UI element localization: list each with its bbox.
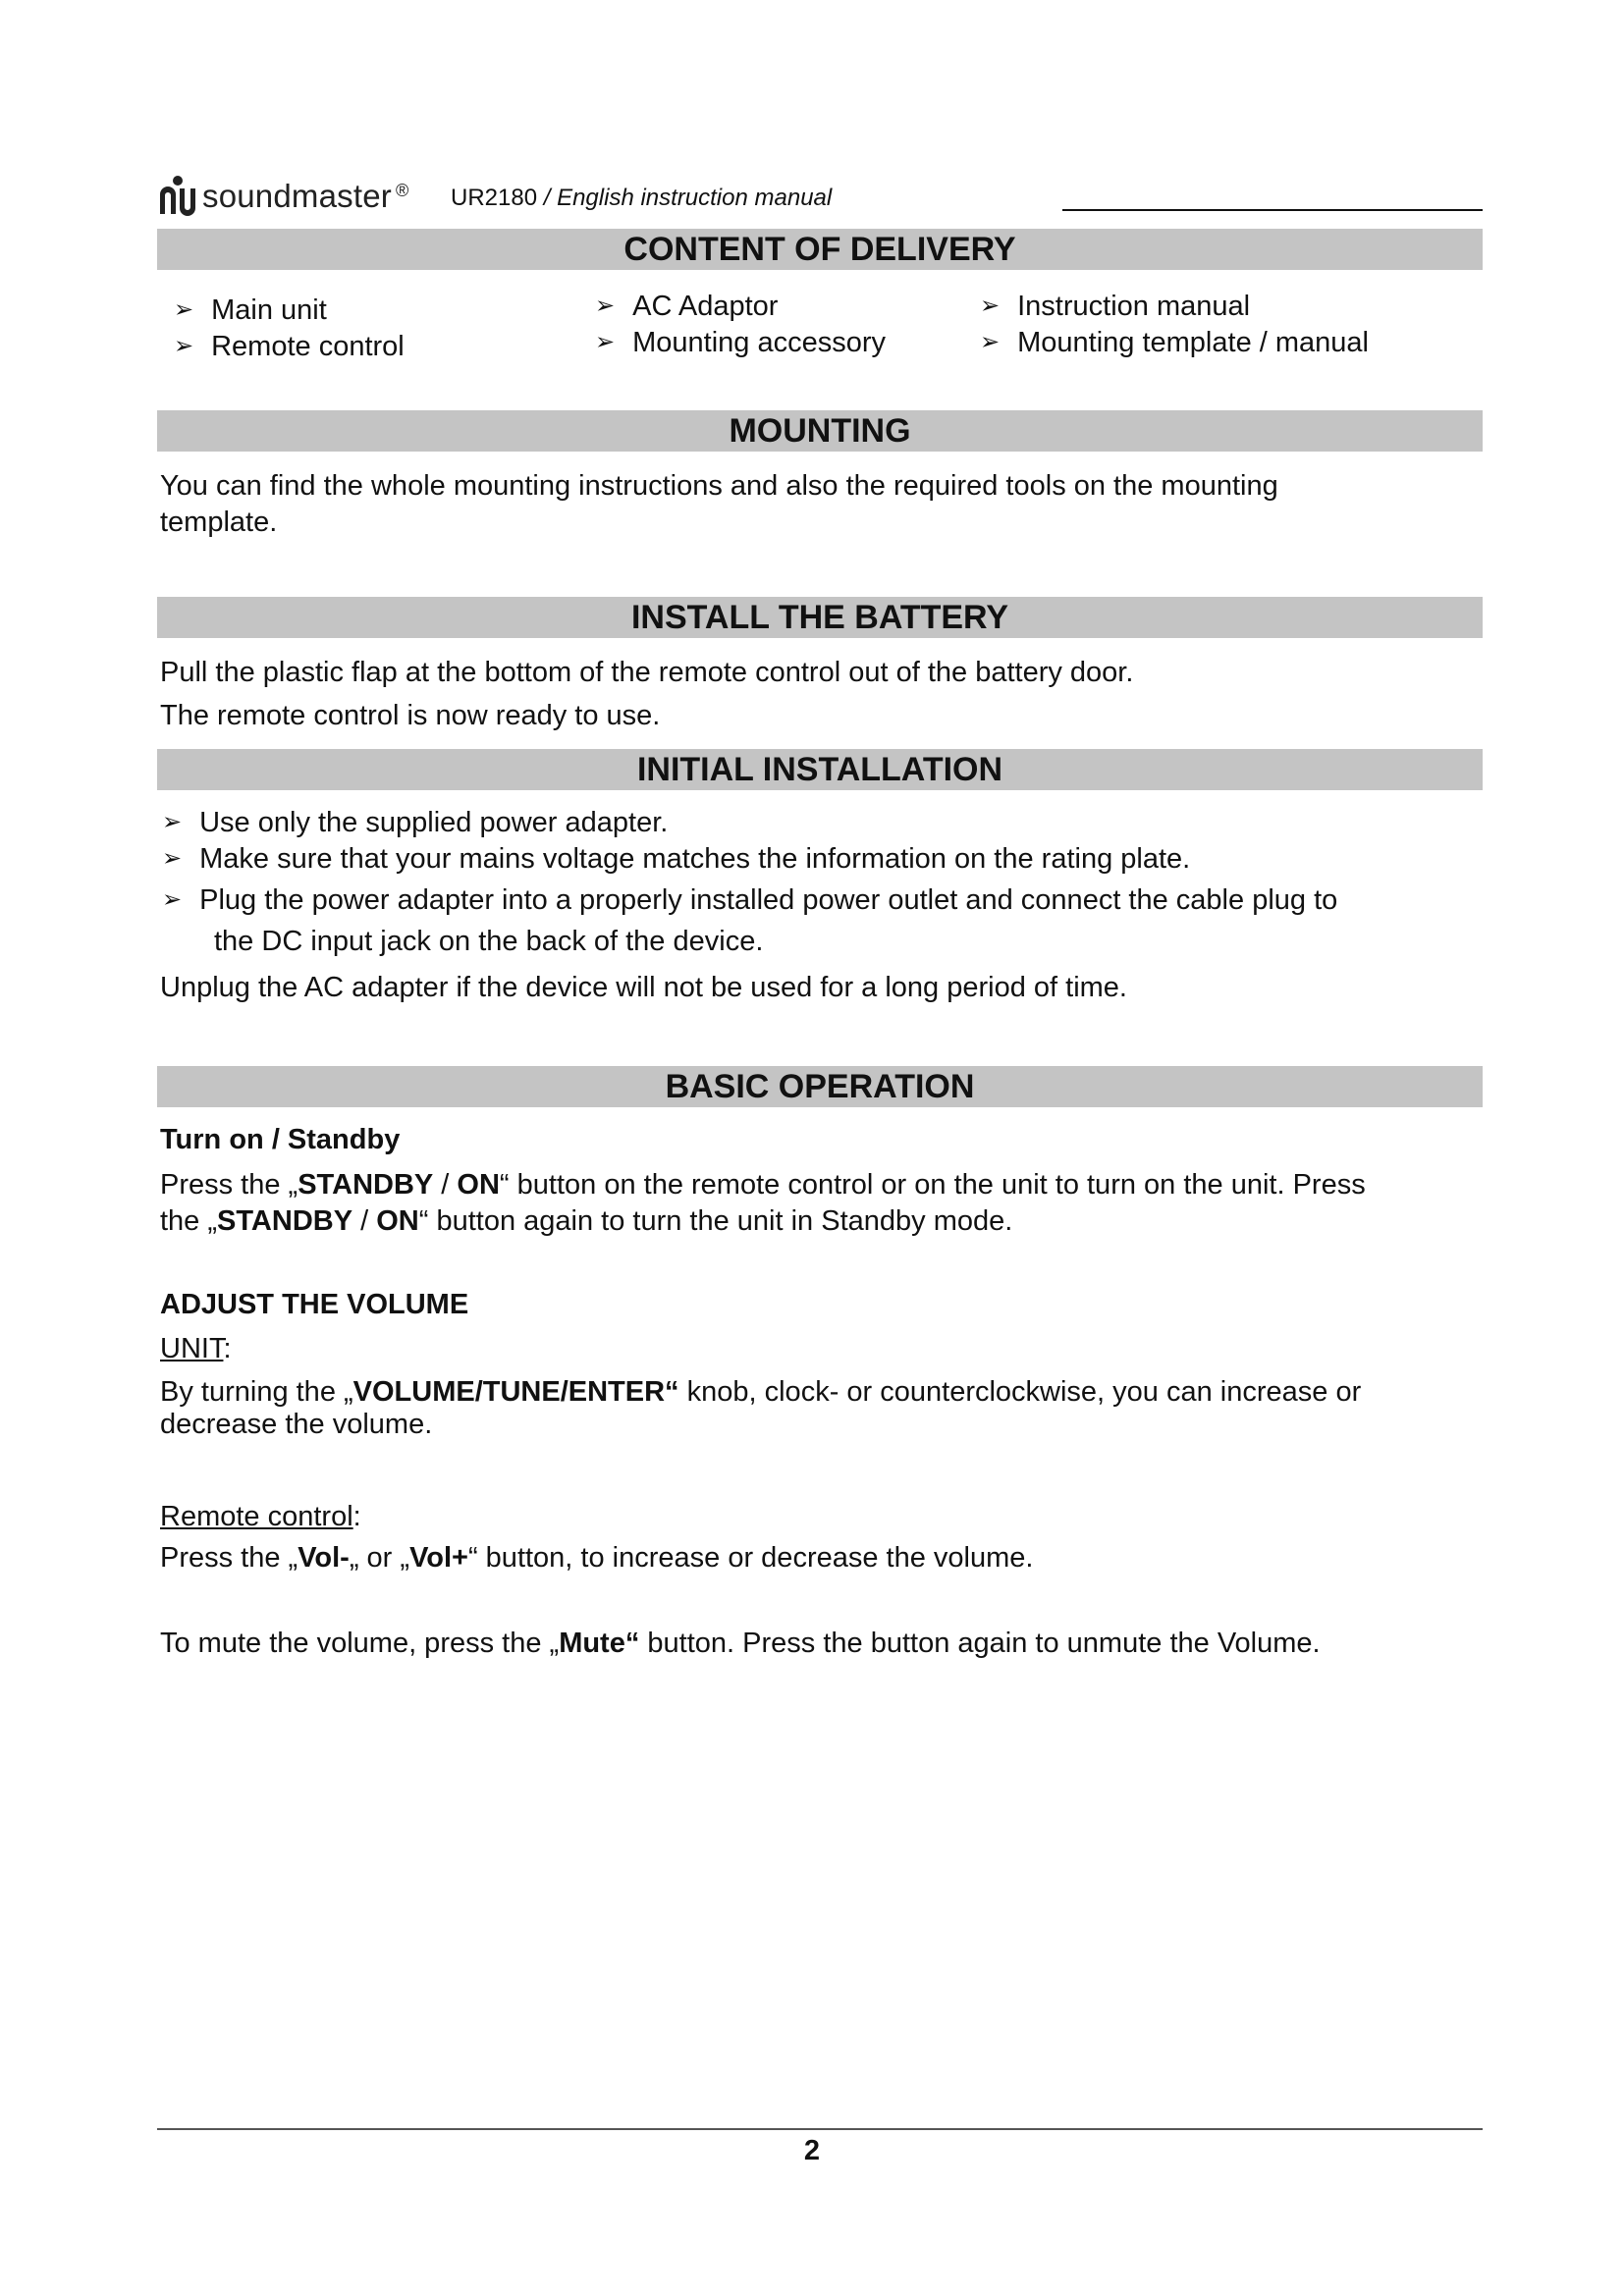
document-title: [451, 185, 832, 212]
volume-heading: ADJUST THE VOLUME: [160, 1289, 469, 1320]
arrow-bullet-icon: ➢: [595, 329, 616, 355]
unplug-note: Unplug the AC adapter if the device will not be used for a long period of time.: [160, 972, 1127, 1003]
arrow-bullet-icon: ➢: [595, 293, 616, 319]
list-item: ➢ Remote control: [174, 331, 405, 362]
battery-text-1: Pull the plastic flap at the bottom of the remote control out of the battery door.: [160, 657, 1134, 688]
header-rule: [1062, 209, 1483, 211]
list-item: ➢ Mounting template / manual: [980, 327, 1369, 358]
remote-volume-text: Press the „Vol-„ or „Vol+“ button, to increase or decrease the volume.: [160, 1542, 1034, 1574]
page-number: 2: [803, 2135, 821, 2166]
list-item: ➢ Plug the power adapter into a properly installed power outlet and connect the cable plug to: [162, 884, 1338, 916]
footer-rule: [157, 2128, 1483, 2130]
arrow-bullet-icon: ➢: [980, 329, 1001, 355]
list-item: ➢ Instruction manual: [980, 291, 1251, 322]
section-title-battery: INSTALL THE BATTERY: [157, 597, 1483, 638]
brand-name: soundmaster ®: [202, 178, 409, 214]
soundmaster-logo-icon: [157, 175, 198, 216]
arrow-bullet-icon: ➢: [174, 296, 194, 323]
page-header: [157, 157, 1483, 216]
unit-volume-text: By turning the „VOLUME/TUNE/ENTER“ knob, clock- or counterclockwise, you can increase or decrease the volume.: [160, 1376, 1362, 1440]
mounting-text: You can find the whole mounting instructions and also the required tools on the mounting template.: [160, 470, 1278, 538]
list-item: ➢ Use only the supplied power adapter.: [162, 807, 669, 838]
manual-subtitle: / English instruction manual: [543, 185, 833, 211]
list-item: ➢ Main unit: [174, 294, 327, 326]
section-title-mounting: MOUNTING: [157, 410, 1483, 452]
arrow-bullet-icon: ➢: [980, 293, 1001, 319]
arrow-bullet-icon: ➢: [162, 809, 183, 835]
turn-on-heading: Turn on / Standby: [160, 1124, 401, 1155]
standby-text-2: the „STANDBY / ON“ button again to turn the unit in Standby mode.: [160, 1205, 1013, 1237]
section-title-initial-installation: INITIAL INSTALLATION: [157, 749, 1483, 790]
model-number: UR2180: [451, 185, 538, 211]
list-item: ➢ Mounting accessory: [595, 327, 887, 358]
list-item: ➢ Make sure that your mains voltage matches the information on the rating plate.: [162, 843, 1191, 875]
arrow-bullet-icon: ➢: [162, 845, 183, 872]
list-item: ➢ AC Adaptor: [595, 291, 779, 322]
mute-text: To mute the volume, press the „Mute“ button. Press the button again to unmute the Volume.: [160, 1628, 1321, 1659]
remote-control-label: Remote control:: [160, 1501, 361, 1532]
arrow-bullet-icon: ➢: [174, 333, 194, 359]
brand-logo: [157, 157, 408, 216]
unit-label: UNIT:: [160, 1333, 232, 1364]
section-title-delivery: CONTENT OF DELIVERY: [157, 229, 1483, 270]
battery-text-2: The remote control is now ready to use.: [160, 700, 661, 731]
list-item-continuation: the DC input jack on the back of the device.: [214, 926, 764, 957]
standby-text-1: Press the „STANDBY / ON“ button on the remote control or on the unit to turn on the unit. Press: [160, 1169, 1366, 1201]
section-title-basic-operation: BASIC OPERATION: [157, 1066, 1483, 1107]
arrow-bullet-icon: ➢: [162, 886, 183, 913]
